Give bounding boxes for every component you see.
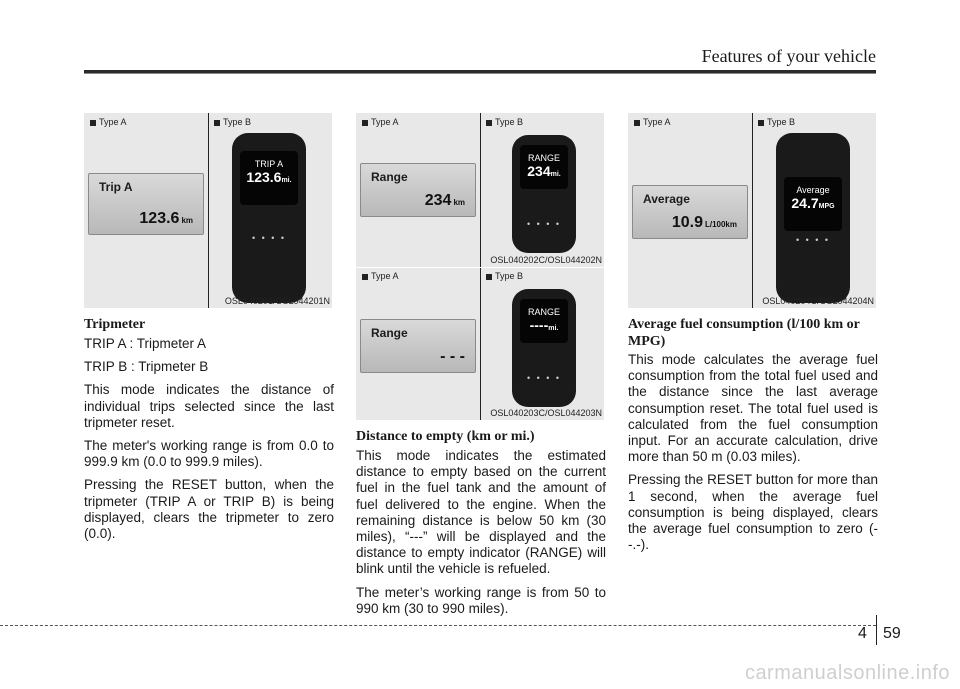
cluster-display-average xyxy=(776,133,850,303)
avg-fuel-body: This mode calculates the average fuel consumption from the total fuel used and the distance since the last average consumption reset. The total fuel used is calculated from the fuel consumption input. For an accurate calculation, drive more than 50 m (0.03 miles). Pressing the RESET button for more than 1 second, when the average fuel consumption is being displayed, clears the average fuel consumption to zero (--.-). xyxy=(628,352,878,553)
cluster-display-range xyxy=(512,135,576,253)
type-a-label: Type A xyxy=(634,117,671,127)
lcd-value: 234 km xyxy=(424,192,465,209)
page-dots: • • • • xyxy=(251,233,287,243)
type-b-label: Type B xyxy=(486,117,523,127)
cluster-mode: Average xyxy=(796,185,830,195)
cluster-display-range-low xyxy=(512,289,576,407)
tripmeter-heading: Tripmeter xyxy=(84,317,146,332)
lcd-value: - - - xyxy=(440,348,465,365)
lcd-display-average xyxy=(632,185,748,239)
cluster-mode: RANGE xyxy=(527,153,560,163)
avg-fuel-figure xyxy=(628,113,876,308)
footer-rule xyxy=(0,625,876,626)
cluster-value: 234mi. xyxy=(527,163,561,179)
type-b-label: Type B xyxy=(214,117,251,127)
chapter-number: 4 xyxy=(858,625,867,642)
lcd-title: Range xyxy=(371,170,408,184)
watermark: carmanualsonline.info xyxy=(744,662,950,684)
avg-fuel-heading: Average fuel consumption (l/100 km or MPG) xyxy=(628,317,860,349)
cluster-mode: RANGE xyxy=(527,307,560,317)
lcd-display xyxy=(88,173,204,235)
header-rule-thin xyxy=(84,73,876,74)
type-a-label: Type A xyxy=(362,271,399,281)
lcd-display-range xyxy=(360,163,476,217)
range-heading: Distance to empty (km or mi.) xyxy=(356,429,535,444)
lcd-title: Range xyxy=(371,326,408,340)
lcd-value: 10.9 L/100km xyxy=(671,214,737,231)
figure-code-1: OSL040202C/OSL044202N xyxy=(490,255,602,265)
page-dots: • • • • xyxy=(795,235,831,245)
lcd-title: Average xyxy=(643,192,690,206)
figure-code: OSL040204C/OSL044204N xyxy=(762,296,874,306)
footer-separator xyxy=(876,615,877,645)
range-figure xyxy=(356,113,604,420)
page-number: 59 xyxy=(883,625,901,642)
tripmeter-body: TRIP A : Tripmeter A TRIP B : Tripmeter B This mode indicates the distance of individual trips selected since the last tripmeter reset. The meter's working range is from 0.0 to 999.9 km (0.0 to 999.9 miles). Pressing the RESET button, when the tripmeter (TRIP A or TRIP B) is being displayed, clears the tripmeter to zero (0.0). xyxy=(84,336,334,542)
cluster-value: 24.7MPG xyxy=(791,195,835,211)
figure-code-2: OSL040203C/OSL044203N xyxy=(490,408,602,418)
lcd-title: Trip A xyxy=(99,180,133,194)
type-b-label: Type B xyxy=(758,117,795,127)
type-a-label: Type A xyxy=(90,117,127,127)
cluster-mode: TRIP A xyxy=(254,159,284,169)
cluster-display xyxy=(232,133,306,303)
type-a-label: Type A xyxy=(362,117,399,127)
cluster-value: 123.6mi. xyxy=(246,169,292,185)
cluster-value: ----mi. xyxy=(529,317,559,333)
range-body: This mode indicates the estimated distance to empty based on the current fuel in the fuel tank and the amount of fuel delivered to the engine. When the remaining distance is below 50 km (30 miles), “---” will be displayed and the distance to empty indicator (RANGE) will blink until the vehicle is refueled. The meter’s working range is from 50 to 990 km (30 to 990 miles). xyxy=(356,448,606,616)
type-b-label: Type B xyxy=(486,271,523,281)
tripmeter-figure xyxy=(84,113,332,308)
figure-code: OSL040201/OSL044201N xyxy=(224,296,330,306)
lcd-value: 123.6 km xyxy=(139,210,193,227)
page-dots: • • • • xyxy=(526,373,562,383)
page-dots: • • • • xyxy=(526,219,562,229)
lcd-display-range-low xyxy=(360,319,476,373)
page-header-title: Features of your vehicle xyxy=(701,46,876,66)
